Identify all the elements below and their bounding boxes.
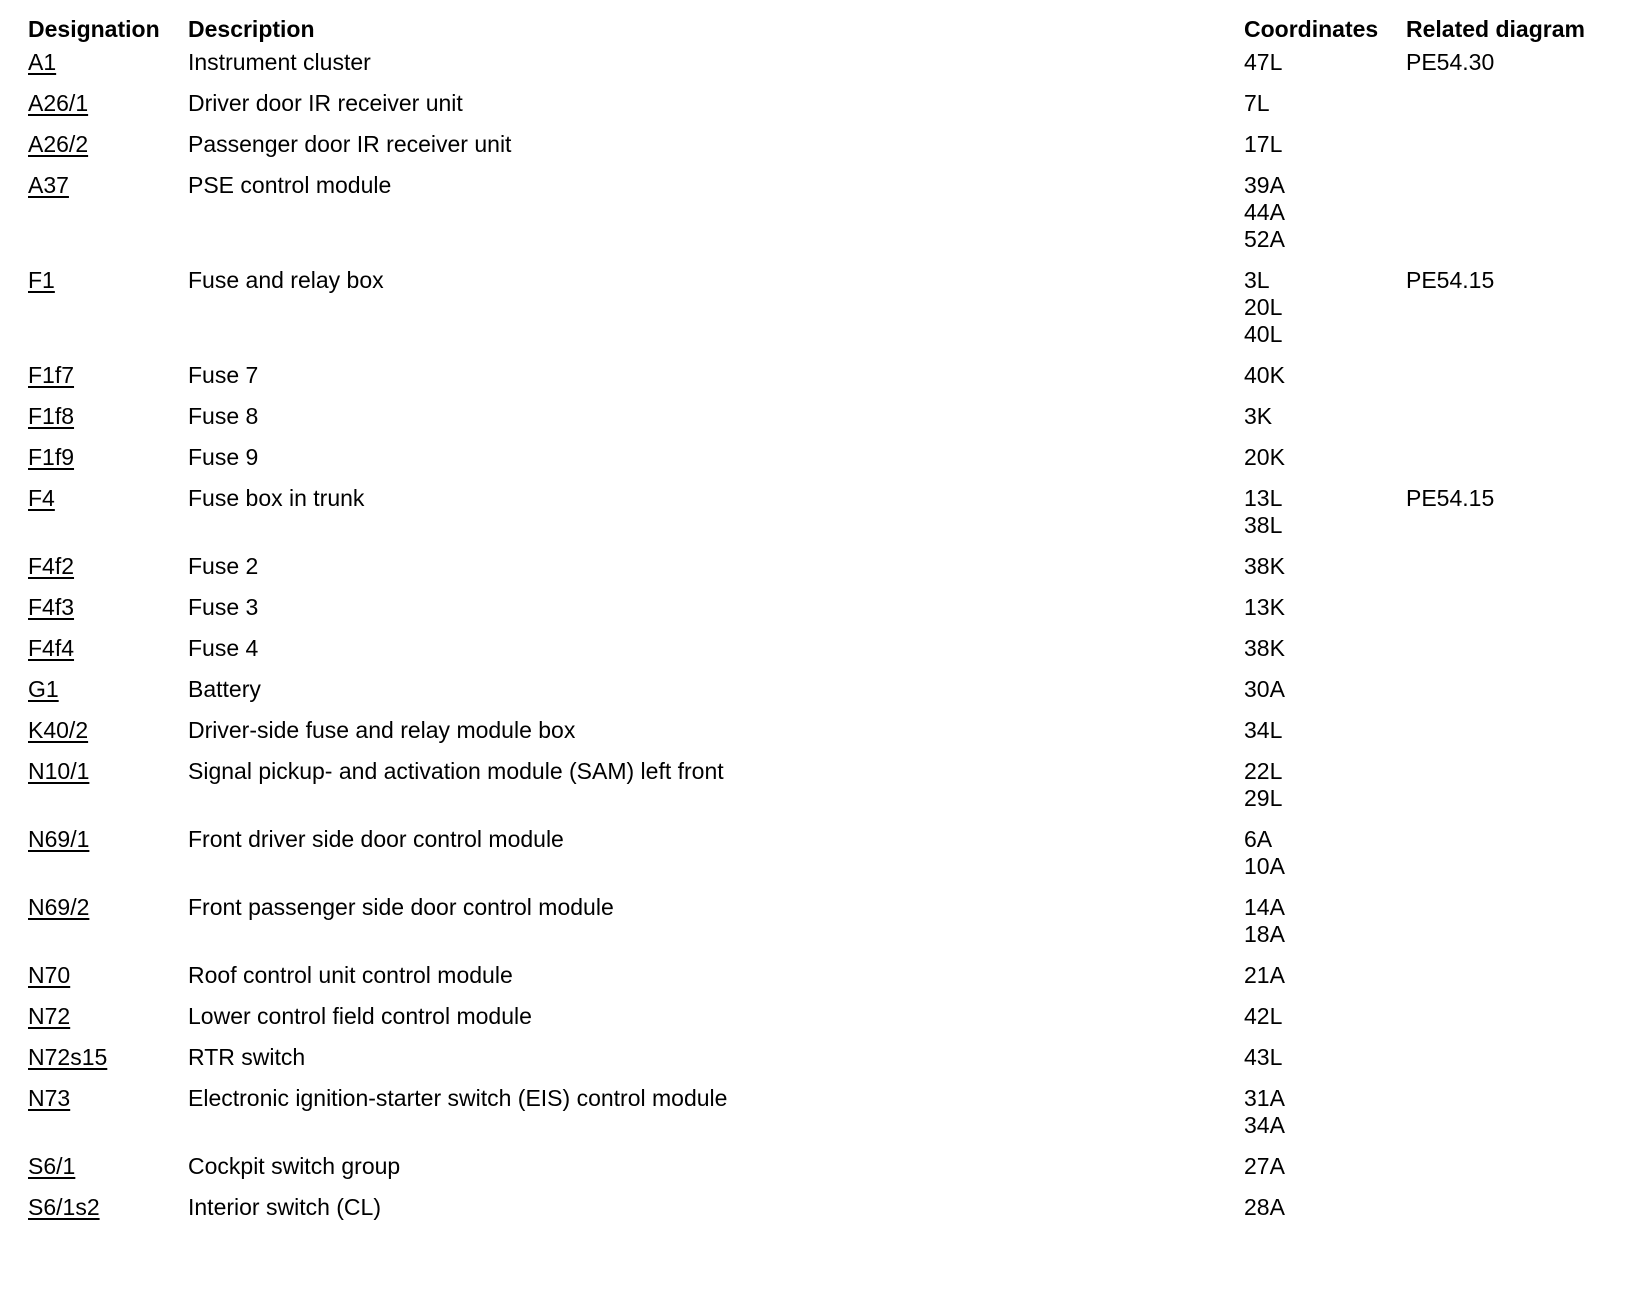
designation-cell xyxy=(24,717,184,758)
coordinates-cell xyxy=(1240,403,1402,444)
table-row xyxy=(24,1085,1624,1153)
related-diagram-cell xyxy=(1402,444,1624,485)
related-diagram-cell xyxy=(1402,962,1624,1003)
related-diagram-cell xyxy=(1402,1044,1624,1085)
designation-link[interactable]: G1 xyxy=(28,676,59,702)
designation-cell xyxy=(24,1003,184,1044)
description-cell: Fuse 9 xyxy=(188,444,259,470)
designation-link[interactable]: F1f9 xyxy=(28,444,75,470)
designation-cell xyxy=(24,553,184,594)
coordinates-cell xyxy=(1240,676,1402,717)
coordinates-cell xyxy=(1240,1085,1402,1153)
table-row xyxy=(24,46,1624,90)
coordinate-value: 31A xyxy=(1244,1085,1285,1111)
description-cell: Fuse box in trunk xyxy=(188,485,365,511)
related-diagram-cell xyxy=(1402,403,1624,444)
designation-cell xyxy=(24,46,184,90)
table-row xyxy=(24,594,1624,635)
designation-link[interactable]: F4f3 xyxy=(28,594,75,620)
table-row xyxy=(24,1044,1624,1085)
coordinates-cell xyxy=(1240,362,1402,403)
designation-cell xyxy=(24,1085,184,1153)
coordinates-cell xyxy=(1240,553,1402,594)
coordinate-value: 7L xyxy=(1244,90,1270,116)
coordinates-cell xyxy=(1240,90,1402,131)
description-cell: Front driver side door control module xyxy=(188,826,564,852)
coordinates-cell xyxy=(1240,894,1402,962)
header-designation: Designation xyxy=(28,16,160,42)
description-cell: Fuse 3 xyxy=(188,594,259,620)
related-diagram-cell xyxy=(1402,676,1624,717)
coordinate-value: 20K xyxy=(1244,444,1285,470)
table-row xyxy=(24,553,1624,594)
description-cell: Instrument cluster xyxy=(188,49,371,75)
description-cell: Fuse and relay box xyxy=(188,267,384,293)
coordinate-value: 3L xyxy=(1244,267,1270,293)
designation-cell xyxy=(24,894,184,962)
related-diagram-cell xyxy=(1402,826,1624,894)
table-row xyxy=(24,676,1624,717)
coordinates-cell xyxy=(1240,46,1402,90)
coordinate-value: 3K xyxy=(1244,403,1273,429)
coordinate-value: 6A xyxy=(1244,826,1273,852)
designation-cell xyxy=(24,90,184,131)
related-diagram-cell xyxy=(1402,553,1624,594)
related-diagram-cell xyxy=(1402,1194,1624,1235)
description-cell: Driver-side fuse and relay module box xyxy=(188,717,576,743)
coordinate-value: 14A xyxy=(1244,894,1285,920)
coordinate-value: 34A xyxy=(1244,1112,1285,1138)
table-row xyxy=(24,1194,1624,1235)
related-diagram-cell xyxy=(1402,1003,1624,1044)
header-coordinates: Coordinates xyxy=(1244,16,1379,42)
description-cell: Fuse 2 xyxy=(188,553,259,579)
related-diagram-cell xyxy=(1402,485,1624,553)
related-diagram-ref: PE54.30 xyxy=(1406,49,1495,75)
related-diagram-ref: PE54.15 xyxy=(1406,485,1495,511)
coordinates-cell xyxy=(1240,1153,1402,1194)
designation-link[interactable]: N69/2 xyxy=(28,894,90,920)
designation-cell xyxy=(24,485,184,553)
related-diagram-cell xyxy=(1402,635,1624,676)
table-row xyxy=(24,172,1624,267)
description-cell: PSE control module xyxy=(188,172,392,198)
description-cell: Interior switch (CL) xyxy=(188,1194,381,1220)
related-diagram-cell xyxy=(1402,758,1624,826)
related-diagram-cell xyxy=(1402,131,1624,172)
designation-cell xyxy=(24,1044,184,1085)
coordinates-cell xyxy=(1240,444,1402,485)
designation-link[interactable]: F1f8 xyxy=(28,403,75,429)
related-diagram-cell xyxy=(1402,267,1624,362)
designation-link[interactable]: A37 xyxy=(28,172,69,198)
designation-cell xyxy=(24,267,184,362)
coordinate-value: 38K xyxy=(1244,553,1285,579)
table-row xyxy=(24,444,1624,485)
coordinates-cell xyxy=(1240,758,1402,826)
coordinate-value: 39A xyxy=(1244,172,1285,198)
table-row xyxy=(24,758,1624,826)
coordinate-value: 30A xyxy=(1244,676,1285,702)
coordinate-value: 42L xyxy=(1244,1003,1283,1029)
designation-cell xyxy=(24,826,184,894)
table-row xyxy=(24,403,1624,444)
coordinates-cell xyxy=(1240,131,1402,172)
coordinate-value: 44A xyxy=(1244,199,1285,225)
coordinate-value: 47L xyxy=(1244,49,1283,75)
coordinate-value: 21A xyxy=(1244,962,1285,988)
description-cell: Signal pickup- and activation module (SAM) left front xyxy=(188,758,724,784)
designation-link[interactable]: F1 xyxy=(28,267,55,293)
description-cell: Battery xyxy=(188,676,261,702)
coordinate-value: 22L xyxy=(1244,758,1283,784)
coordinates-cell xyxy=(1240,1194,1402,1235)
coordinate-value: 38K xyxy=(1244,635,1285,661)
coordinate-value: 29L xyxy=(1244,785,1283,811)
designation-cell xyxy=(24,172,184,267)
coordinates-cell xyxy=(1240,594,1402,635)
designation-cell xyxy=(24,594,184,635)
coordinate-value: 10A xyxy=(1244,853,1285,879)
table-row xyxy=(24,485,1624,553)
description-cell: Roof control unit control module xyxy=(188,962,513,988)
coordinate-value: 28A xyxy=(1244,1194,1285,1220)
table-row xyxy=(24,717,1624,758)
designation-link[interactable]: K40/2 xyxy=(28,717,89,743)
designation-link[interactable]: F1f7 xyxy=(28,362,75,388)
designation-cell xyxy=(24,1153,184,1194)
description-cell: Electronic ignition-starter switch (EIS) control module xyxy=(188,1085,728,1111)
coordinate-value: 38L xyxy=(1244,512,1283,538)
related-diagram-cell xyxy=(1402,90,1624,131)
designation-cell xyxy=(24,362,184,403)
table-row xyxy=(24,267,1624,362)
header-description: Description xyxy=(188,16,315,42)
designation-link[interactable]: A1 xyxy=(28,49,57,75)
designation-link[interactable]: N72 xyxy=(28,1003,71,1029)
coordinate-value: 34L xyxy=(1244,717,1283,743)
related-diagram-cell xyxy=(1402,1153,1624,1194)
description-cell: Fuse 8 xyxy=(188,403,259,429)
related-diagram-cell xyxy=(1402,717,1624,758)
description-cell: RTR switch xyxy=(188,1044,306,1070)
related-diagram-cell xyxy=(1402,894,1624,962)
designation-link[interactable]: N72s15 xyxy=(28,1044,108,1070)
coordinates-cell xyxy=(1240,485,1402,553)
coordinates-cell xyxy=(1240,635,1402,676)
table-header xyxy=(24,12,1624,46)
designation-link[interactable]: N73 xyxy=(28,1085,71,1111)
header-row xyxy=(24,12,1624,46)
designation-link[interactable]: F4f4 xyxy=(28,635,75,661)
related-diagram-ref: PE54.15 xyxy=(1406,267,1495,293)
designation-cell xyxy=(24,444,184,485)
table-row xyxy=(24,635,1624,676)
table-row xyxy=(24,962,1624,1003)
coordinates-cell xyxy=(1240,826,1402,894)
coordinate-value: 40K xyxy=(1244,362,1285,388)
coordinates-cell xyxy=(1240,962,1402,1003)
designation-link[interactable]: A26/2 xyxy=(28,131,89,157)
designation-cell xyxy=(24,1194,184,1235)
description-cell: Front passenger side door control module xyxy=(188,894,614,920)
designation-link[interactable]: N69/1 xyxy=(28,826,90,852)
coordinate-value: 20L xyxy=(1244,294,1283,320)
designation-cell xyxy=(24,635,184,676)
designation-link[interactable]: N10/1 xyxy=(28,758,90,784)
designation-cell xyxy=(24,676,184,717)
designation-link[interactable]: F4 xyxy=(28,485,55,511)
table-row xyxy=(24,90,1624,131)
related-diagram-cell xyxy=(1402,362,1624,403)
table-row xyxy=(24,1153,1624,1194)
description-cell: Passenger door IR receiver unit xyxy=(188,131,512,157)
coordinates-cell xyxy=(1240,1044,1402,1085)
table-row xyxy=(24,1003,1624,1044)
designation-cell xyxy=(24,962,184,1003)
coordinate-value: 13K xyxy=(1244,594,1285,620)
coordinates-cell xyxy=(1240,1003,1402,1044)
designation-cell xyxy=(24,403,184,444)
related-diagram-cell xyxy=(1402,594,1624,635)
coordinates-cell xyxy=(1240,172,1402,267)
header-related-diagram: Related diagram xyxy=(1406,16,1585,42)
designation-link[interactable]: F4f2 xyxy=(28,553,75,579)
coordinate-value: 27A xyxy=(1244,1153,1285,1179)
designation-link[interactable]: N70 xyxy=(28,962,71,988)
table-row xyxy=(24,894,1624,962)
coordinate-value: 17L xyxy=(1244,131,1283,157)
designation-link[interactable]: S6/1 xyxy=(28,1153,76,1179)
coordinate-value: 40L xyxy=(1244,321,1283,347)
table-row xyxy=(24,826,1624,894)
coordinate-value: 13L xyxy=(1244,485,1283,511)
coordinates-cell xyxy=(1240,717,1402,758)
coordinate-value: 43L xyxy=(1244,1044,1283,1070)
table-row xyxy=(24,131,1624,172)
related-diagram-cell xyxy=(1402,172,1624,267)
description-cell: Fuse 7 xyxy=(188,362,259,388)
table-row xyxy=(24,362,1624,403)
description-cell: Fuse 4 xyxy=(188,635,259,661)
designation-link[interactable]: A26/1 xyxy=(28,90,89,116)
component-legend-table xyxy=(24,12,1624,1235)
designation-cell xyxy=(24,131,184,172)
table-body xyxy=(24,46,1624,1235)
coordinate-value: 52A xyxy=(1244,226,1285,252)
description-cell: Lower control field control module xyxy=(188,1003,532,1029)
description-cell: Cockpit switch group xyxy=(188,1153,401,1179)
designation-link[interactable]: S6/1s2 xyxy=(28,1194,100,1220)
coordinate-value: 18A xyxy=(1244,921,1285,947)
related-diagram-cell xyxy=(1402,1085,1624,1153)
description-cell: Driver door IR receiver unit xyxy=(188,90,463,116)
coordinates-cell xyxy=(1240,267,1402,362)
designation-cell xyxy=(24,758,184,826)
related-diagram-cell xyxy=(1402,46,1624,90)
